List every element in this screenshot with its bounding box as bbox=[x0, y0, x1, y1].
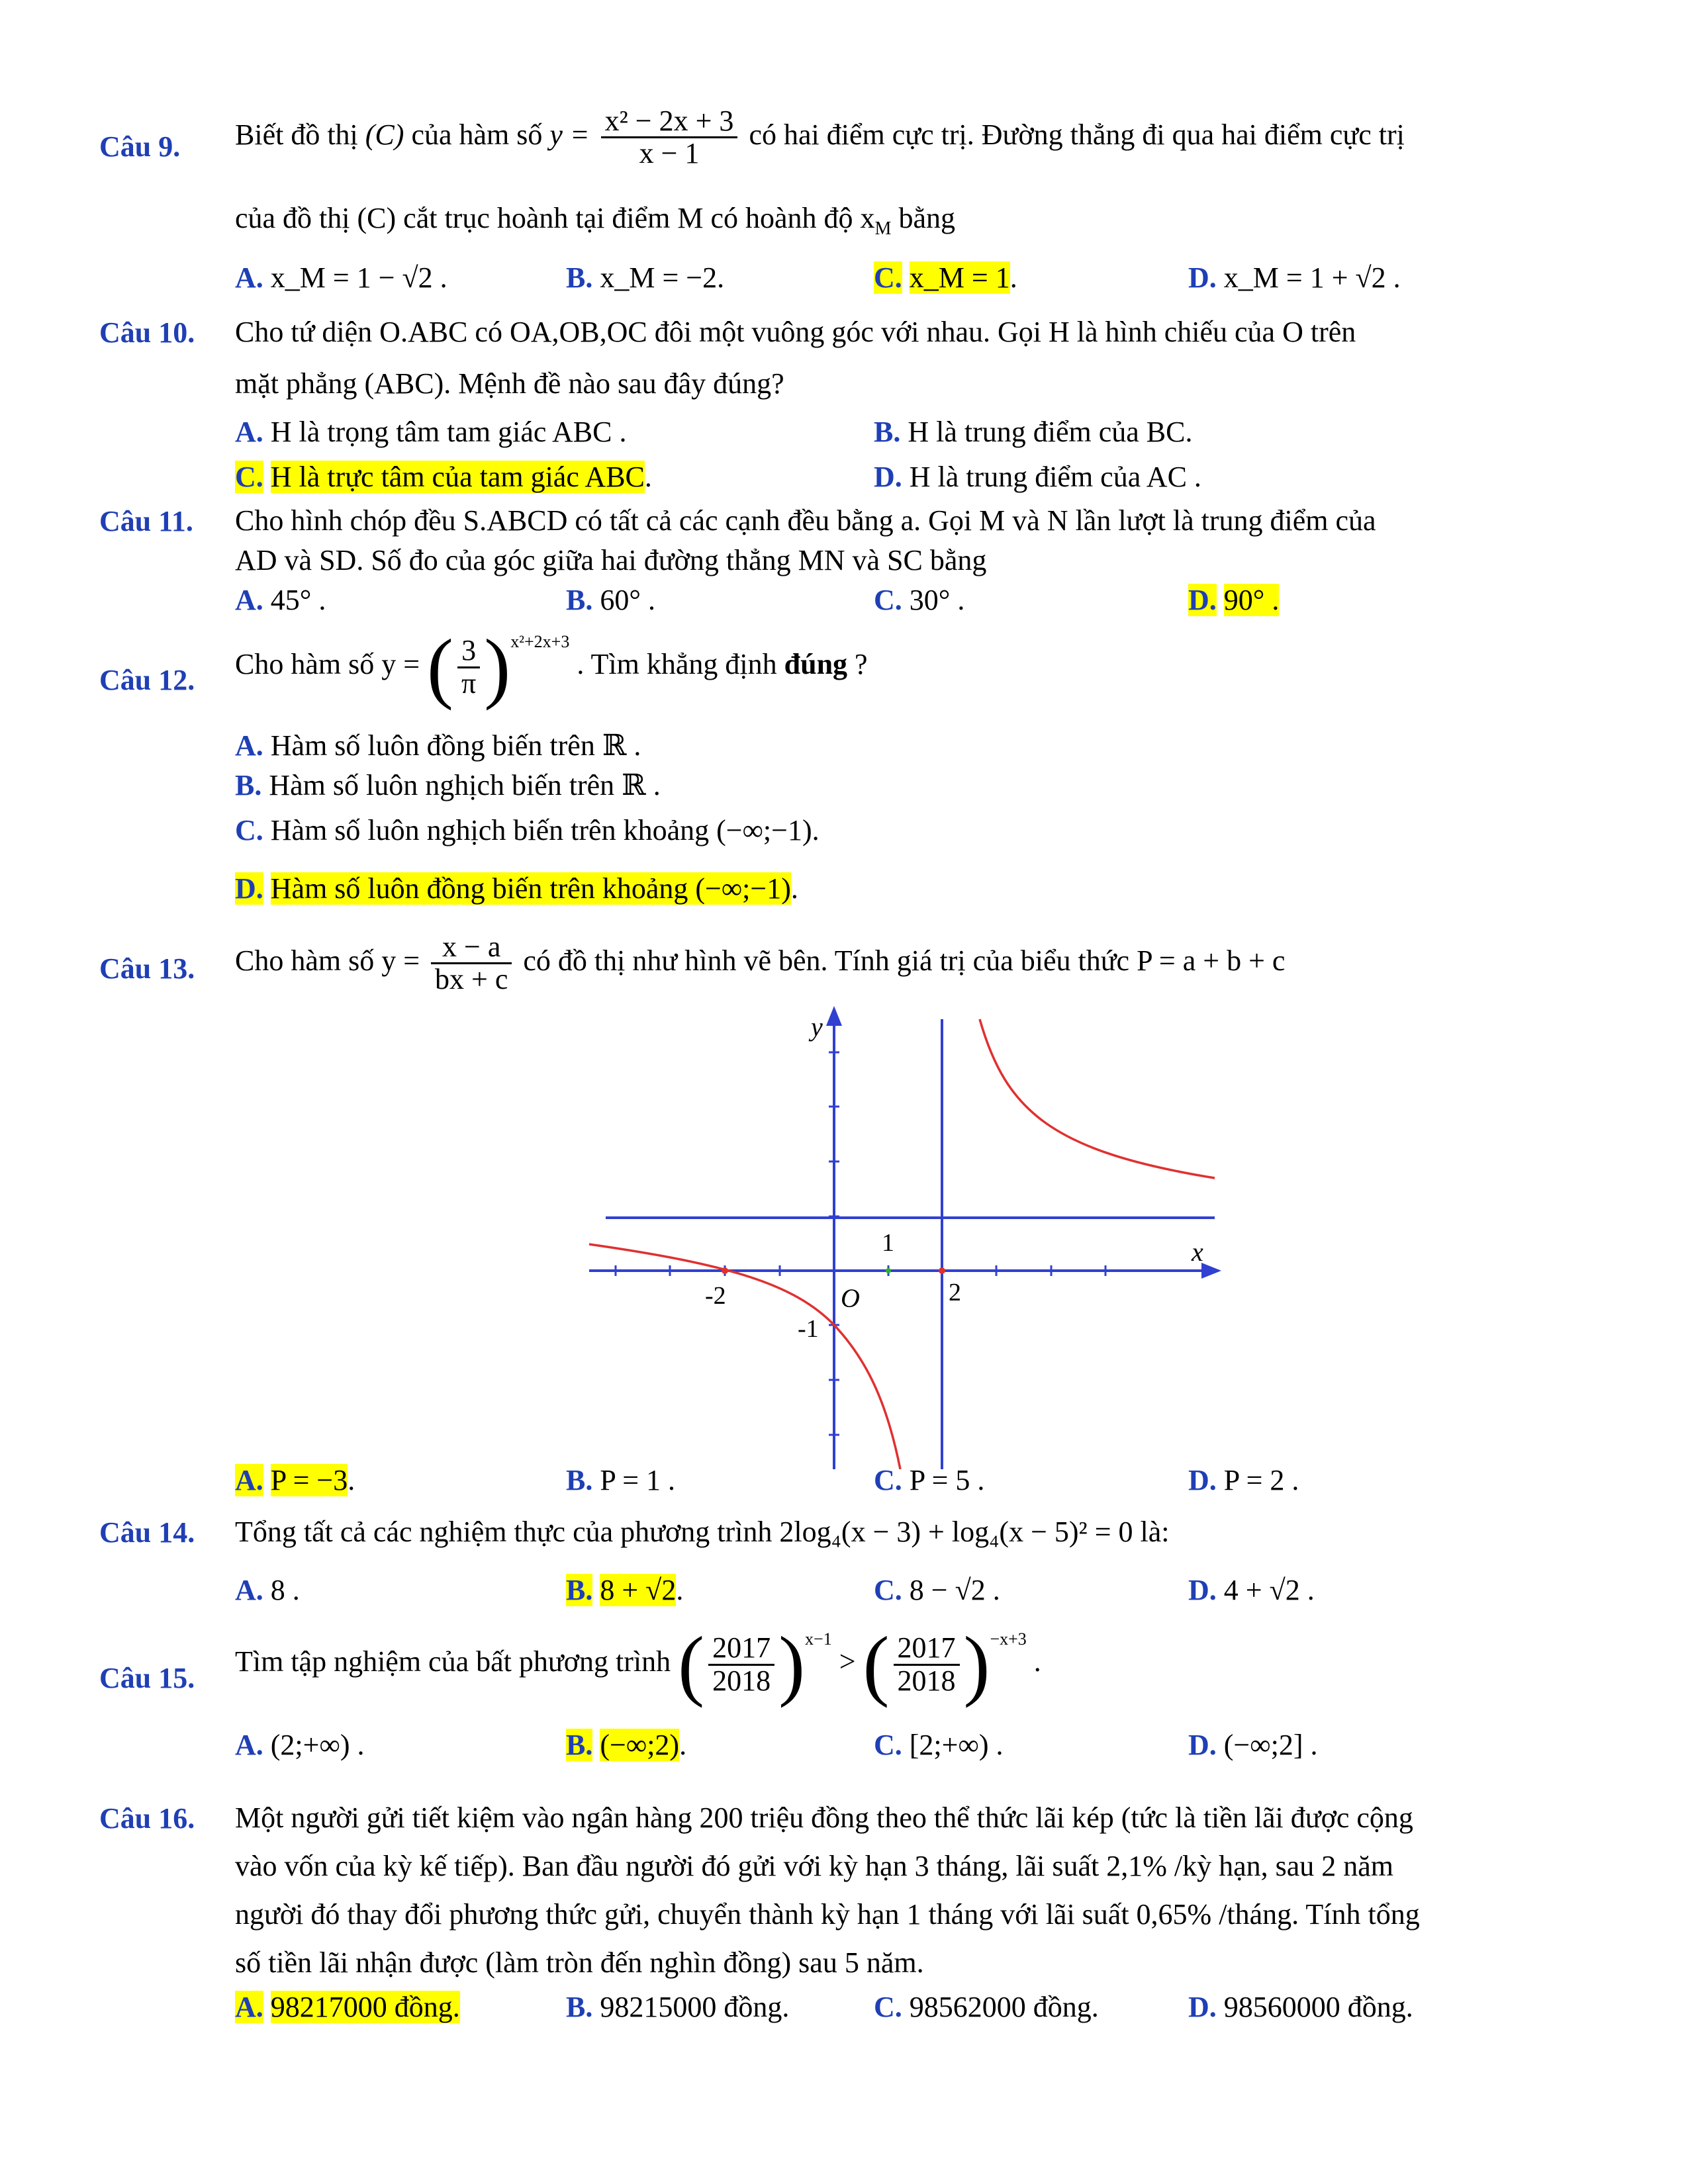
q10-line2: mặt phẳng (ABC). Mệnh đề nào sau đây đúng? bbox=[235, 367, 784, 400]
q9-text-c: có hai điểm cực trị. Đường thẳng đi qua hai điểm cực trị bbox=[749, 118, 1405, 151]
q12-text-c: ? bbox=[855, 648, 868, 681]
q15-fraction-2: $\frac{2017}{2018}$ bbox=[894, 1633, 960, 1696]
q15-stem: Tìm tập nghiệm của bất phương trình ( $\frac{2017}{2018}$ )$^{x-1}$ > ( $\frac{2017}{2018}$ )$^{-x+3}$ . bbox=[235, 1620, 1041, 1708]
q12-fraction bbox=[457, 635, 480, 698]
q13-option-a: A. P = −3. bbox=[235, 1464, 355, 1496]
q13-frac-num: x − a bbox=[431, 932, 512, 964]
q15-gt: > bbox=[839, 1645, 856, 1678]
q13-option-d: D. P = 2 . bbox=[1188, 1464, 1299, 1496]
q12-frac-num: 3 bbox=[457, 635, 480, 668]
q11-line2: AD và SD. Số đo của góc giữa hai đường thẳng MN và SC bằng bbox=[235, 544, 987, 576]
q13-fraction bbox=[431, 932, 512, 995]
q10-option-c: C. H là trực tâm của tam giác ABC. bbox=[235, 461, 652, 493]
q15-fraction-1: $\frac{2017}{2018}$ bbox=[708, 1633, 774, 1696]
y-label: y bbox=[811, 1012, 823, 1042]
q16-option-b: B. 98215000 đồng. bbox=[566, 1991, 790, 2023]
q12-stem: Cho hàm số y = ( $\frac{3}{\pi}$ )$^{x^2+2x+3}$ . Tìm khẳng định đúng ? bbox=[235, 623, 868, 711]
q12-option-a: A. Hàm số luôn đồng biến trên ℝ . bbox=[235, 729, 641, 762]
q12-exponent: x²+2x+3 bbox=[510, 632, 570, 652]
q14-option-a: A. 8 . bbox=[235, 1574, 300, 1606]
q9-text-b: của hàm số bbox=[411, 118, 543, 151]
q16-line3: người đó thay đổi phương thức gửi, chuyển thành kỳ hạn 1 tháng với lãi suất 0,65% /tháng. Tính tổng bbox=[235, 1898, 1420, 1931]
q11-line1: Cho hình chóp đều S.ABCD có tất cả các cạnh đều bằng a. Gọi M và N lần lượt là trung điểm của bbox=[235, 504, 1376, 537]
q13-frac-den: bx + c bbox=[435, 963, 508, 996]
tick-point-2 bbox=[939, 1267, 945, 1274]
q16-option-d: D. 98560000 đồng. bbox=[1188, 1991, 1413, 2023]
tick-label-1: 1 bbox=[882, 1229, 894, 1257]
origin-label: O bbox=[841, 1283, 860, 1313]
q14-number: Câu 14. bbox=[99, 1516, 195, 1549]
q16-option-c: C. 98562000 đồng. bbox=[874, 1991, 1099, 2023]
q9-line2: của đồ thị (C) cắt trục hoành tại điểm M có hoành độ x bbox=[235, 202, 875, 234]
q13-number: Câu 13. bbox=[99, 952, 195, 985]
q12-option-c: C. Hàm số luôn nghịch biến trên khoảng (−∞;−1). bbox=[235, 814, 820, 846]
q12-number: Câu 12. bbox=[99, 664, 195, 696]
q9-frac-num: x² − 2x + 3 bbox=[601, 106, 738, 138]
q13-option-c: C. P = 5 . bbox=[874, 1464, 985, 1496]
q14-option-b: B. 8 + √2. bbox=[566, 1574, 684, 1606]
q9-line2-sub: M bbox=[874, 218, 892, 239]
q16-line1: Một người gửi tiết kiệm vào ngân hàng 200 triệu đồng theo thể thức lãi kép (tức là tiền lãi được cộng bbox=[235, 1801, 1413, 1834]
q14-text: Tổng tất cả các nghiệm thực của phương trình 2log₄(x − 3) + log₄(x − 5)² = 0 là: bbox=[235, 1516, 1170, 1548]
q15-exp2: −x+3 bbox=[990, 1629, 1027, 1649]
q13-text-a: Cho hàm số y = bbox=[235, 944, 420, 977]
q9-fraction bbox=[601, 106, 738, 169]
curve-left-branch bbox=[589, 1244, 900, 1469]
q14-option-c: C. 8 − √2 . bbox=[874, 1574, 1000, 1606]
tick-label-2: 2 bbox=[949, 1279, 961, 1306]
axis-ticks bbox=[616, 1052, 1105, 1435]
q9-frac-den: x − 1 bbox=[639, 137, 700, 170]
x-label: x bbox=[1192, 1237, 1203, 1267]
q11-option-a: A. 45° . bbox=[235, 584, 326, 616]
q15-option-b: B. (−∞;2). bbox=[566, 1729, 687, 1761]
q15-text: Tìm tập nghiệm của bất phương trình bbox=[235, 1645, 671, 1678]
x-intercept-point bbox=[722, 1267, 728, 1274]
q15-number: Câu 15. bbox=[99, 1662, 195, 1694]
curve-right-branch bbox=[980, 1019, 1215, 1178]
q16-option-a: A. 98217000 đồng. bbox=[235, 1991, 460, 2023]
q9-stem-line2 bbox=[235, 202, 955, 240]
q14-option-d: D. 4 + √2 . bbox=[1188, 1574, 1315, 1606]
q9-option-d: D. x_M = 1 + √2 . bbox=[1188, 261, 1401, 294]
q13-option-b: B. P = 1 . bbox=[566, 1464, 676, 1496]
tick-point-1 bbox=[886, 1268, 891, 1273]
q13-graph bbox=[576, 1006, 1231, 1469]
q12-frac-den: π bbox=[461, 666, 477, 700]
q12-text-a: Cho hàm số y = bbox=[235, 648, 420, 681]
q10-line1: Cho tứ diện O.ABC có OA,OB,OC đôi một vuông góc với nhau. Gọi H là hình chiếu của O trên bbox=[235, 316, 1356, 348]
q10-number: Câu 10. bbox=[99, 316, 195, 349]
tick-label-neg2: -2 bbox=[705, 1282, 726, 1310]
q9-option-b: B. x_M = −2. bbox=[566, 261, 725, 294]
q15-end: . bbox=[1033, 1645, 1041, 1678]
q15-exp1: x−1 bbox=[805, 1629, 832, 1649]
q13-stem bbox=[235, 932, 1285, 995]
q10-option-d: D. H là trung điểm của AC . bbox=[874, 461, 1201, 493]
y-axis-arrow bbox=[826, 1006, 842, 1026]
q12-option-d: D. Hàm số luôn đồng biến trên khoảng (−∞;−1). bbox=[235, 872, 798, 905]
q16-line4: số tiền lãi nhận được (làm tròn đến nghìn đồng) sau 5 năm. bbox=[235, 1946, 924, 1979]
q10-option-a: A. H là trọng tâm tam giác ABC . bbox=[235, 416, 627, 448]
q16-number: Câu 16. bbox=[99, 1802, 195, 1835]
q11-option-c: C. 30° . bbox=[874, 584, 965, 616]
q12-option-b: B. Hàm số luôn nghịch biến trên ℝ . bbox=[235, 769, 661, 801]
q10-option-b: B. H là trung điểm của BC. bbox=[874, 416, 1193, 448]
q11-option-b: B. 60° . bbox=[566, 584, 655, 616]
q12-text-bold: đúng bbox=[784, 648, 848, 681]
q13-text-b: có đồ thị như hình vẽ bên. Tính giá trị của biểu thức P = a + b + c bbox=[523, 944, 1286, 977]
q9-text-a: Biết đồ thị bbox=[235, 118, 358, 151]
q15-option-c: C. [2;+∞) . bbox=[874, 1729, 1004, 1761]
q15-option-d: D. (−∞;2] . bbox=[1188, 1729, 1318, 1761]
q9-stem-line1: Biết đồ thị (C) của hàm số y = $\frac{\text{x² − 2x + 3}}{x - 1}$ có hai điểm cực trị. Đường thẳng đi qua hai điểm cực trị bbox=[235, 105, 1405, 170]
q9-number: Câu 9. bbox=[99, 130, 181, 163]
q9-option-c: C. x_M = 1. bbox=[874, 261, 1017, 294]
x-axis-arrow bbox=[1201, 1263, 1221, 1279]
q12-text-b: . Tìm khẳng định bbox=[577, 648, 777, 681]
q11-option-d: D. 90° . bbox=[1188, 584, 1280, 616]
q9-option-a: A. x_M = 1 − √2 . bbox=[235, 261, 447, 294]
q9-line2-end: bằng bbox=[898, 202, 955, 234]
tick-label-neg1: -1 bbox=[798, 1315, 819, 1343]
q11-number: Câu 11. bbox=[99, 505, 193, 537]
q16-line2: vào vốn của kỳ kế tiếp). Ban đầu người đó gửi với kỳ hạn 3 tháng, lãi suất 2,1% /kỳ hạn, sau 2 năm bbox=[235, 1850, 1394, 1882]
q15-option-a: A. (2;+∞) . bbox=[235, 1729, 365, 1761]
